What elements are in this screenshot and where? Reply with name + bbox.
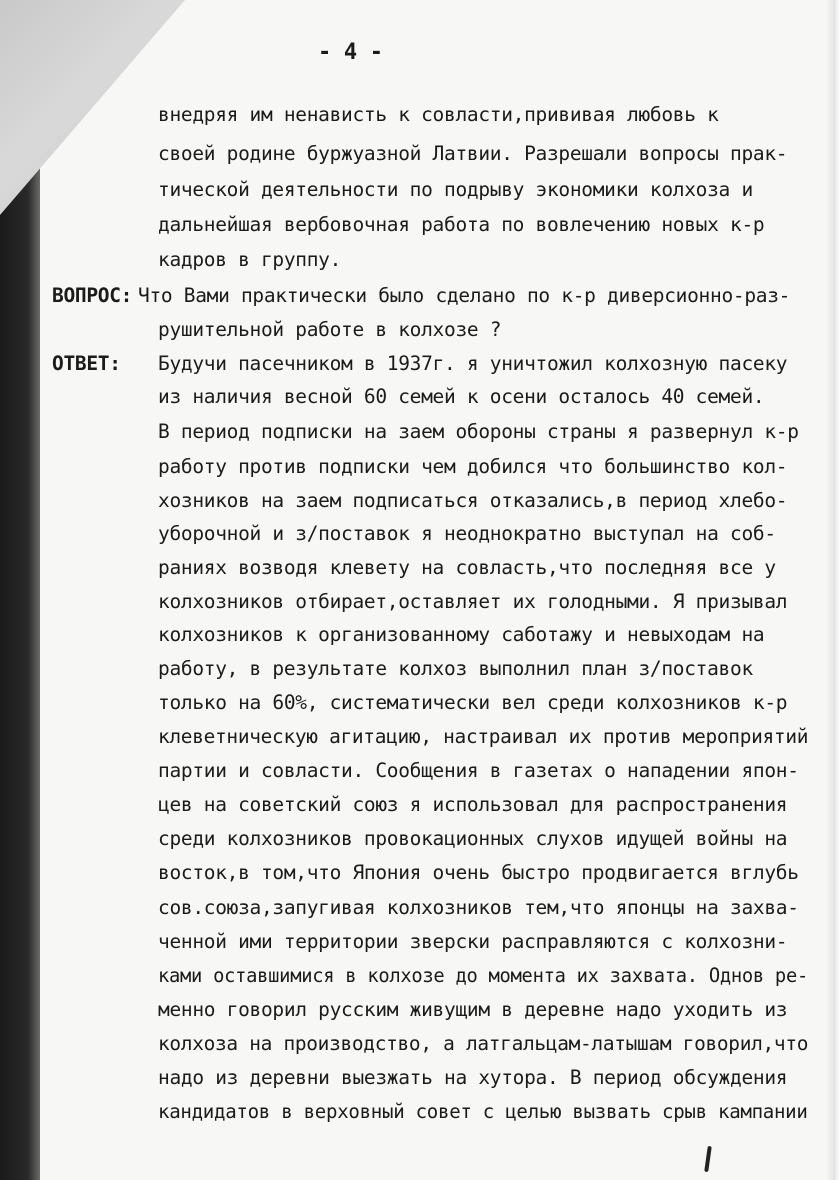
answer-line: работу против подписки чем добился что большинство кол-	[158, 455, 788, 478]
answer-line: клеветническую агитацию, настраивал их против мероприятий	[158, 725, 809, 748]
pen-stroke	[704, 1146, 712, 1172]
answer-line: В период подписки на заем обороны страны я развернул к-р	[158, 420, 799, 443]
answer-line: восток,в том,что Япония очень быстро продвигается вглубь	[158, 861, 799, 884]
answer-line: партии и совласти. Сообщения в газетах о нападении япон-	[158, 759, 799, 782]
answer-line: цев на советский союз я использовал для распространения	[158, 793, 788, 816]
page-edge	[826, 0, 840, 1180]
answer-line: кандидатов в верховный совет с целью вызвать срыв кампании	[158, 1100, 808, 1123]
text-line: внедряя им ненависть к совласти,прививая любовь к	[158, 103, 719, 126]
answer-line: работу, в результате колхоз выполнил план з/поставок	[158, 657, 753, 680]
page-number: - 4 -	[318, 40, 383, 65]
answer-label: ОТВЕТ:	[52, 352, 121, 375]
answer-line: надо из деревни выезжать на хутора. В период обсуждения	[158, 1066, 788, 1089]
question-line: Что Вами практически было сделано по к-р диверсионно-раз-	[138, 284, 791, 307]
answer-line: колхозников отбирает,оставляет их голодными. Я призывал	[158, 590, 788, 613]
text-line: кадров в группу.	[158, 248, 342, 271]
text-line: тической деятельности по подрыву экономики колхоза и	[158, 178, 753, 201]
answer-line: хозников на заем подписаться отказались,в период хлебо-	[158, 489, 788, 512]
answer-line: только на 60%, систематически вел среди колхозников к-р	[158, 691, 788, 714]
answer-line: из наличия весной 60 семей к осени осталось 40 семей.	[158, 385, 765, 408]
question-label: ВОПРОС:	[52, 284, 133, 307]
text-line: своей родине буржуазной Латвии. Разрешали вопросы прак-	[158, 142, 788, 165]
answer-line: менно говорил русским живущим в деревне надо уходить из	[158, 998, 788, 1021]
answer-line: колхозников к организованному саботажу и невыходам на	[158, 623, 765, 646]
answer-line: колхоза на производство, а латгальцам-латышам говорил,что	[158, 1032, 809, 1055]
answer-line: среди колхозников провокационных слухов идущей войны на	[158, 827, 788, 850]
answer-line: уборочной и з/поставок я неоднократно выступал на соб-	[158, 522, 776, 545]
answer-line: раниях возводя клевету на совласть,что последняя все у	[158, 556, 776, 579]
answer-line: Будучи пасечником в 1937г. я уничтожил колхозную пасеку	[158, 352, 788, 375]
answer-line: ченной ими территории зверски расправляются с колхозни-	[158, 930, 788, 953]
text-line: дальнейшая вербовочная работа по вовлечению новых к-р	[158, 213, 765, 236]
question-line: рушительной работе в колхозе ?	[158, 318, 502, 341]
answer-line: ками оставшимися в колхозе до момента их захвата. Однов ре-	[158, 964, 808, 987]
answer-line: сов.союза,запугивая колхозников тем,что японцы на захва-	[158, 896, 799, 919]
